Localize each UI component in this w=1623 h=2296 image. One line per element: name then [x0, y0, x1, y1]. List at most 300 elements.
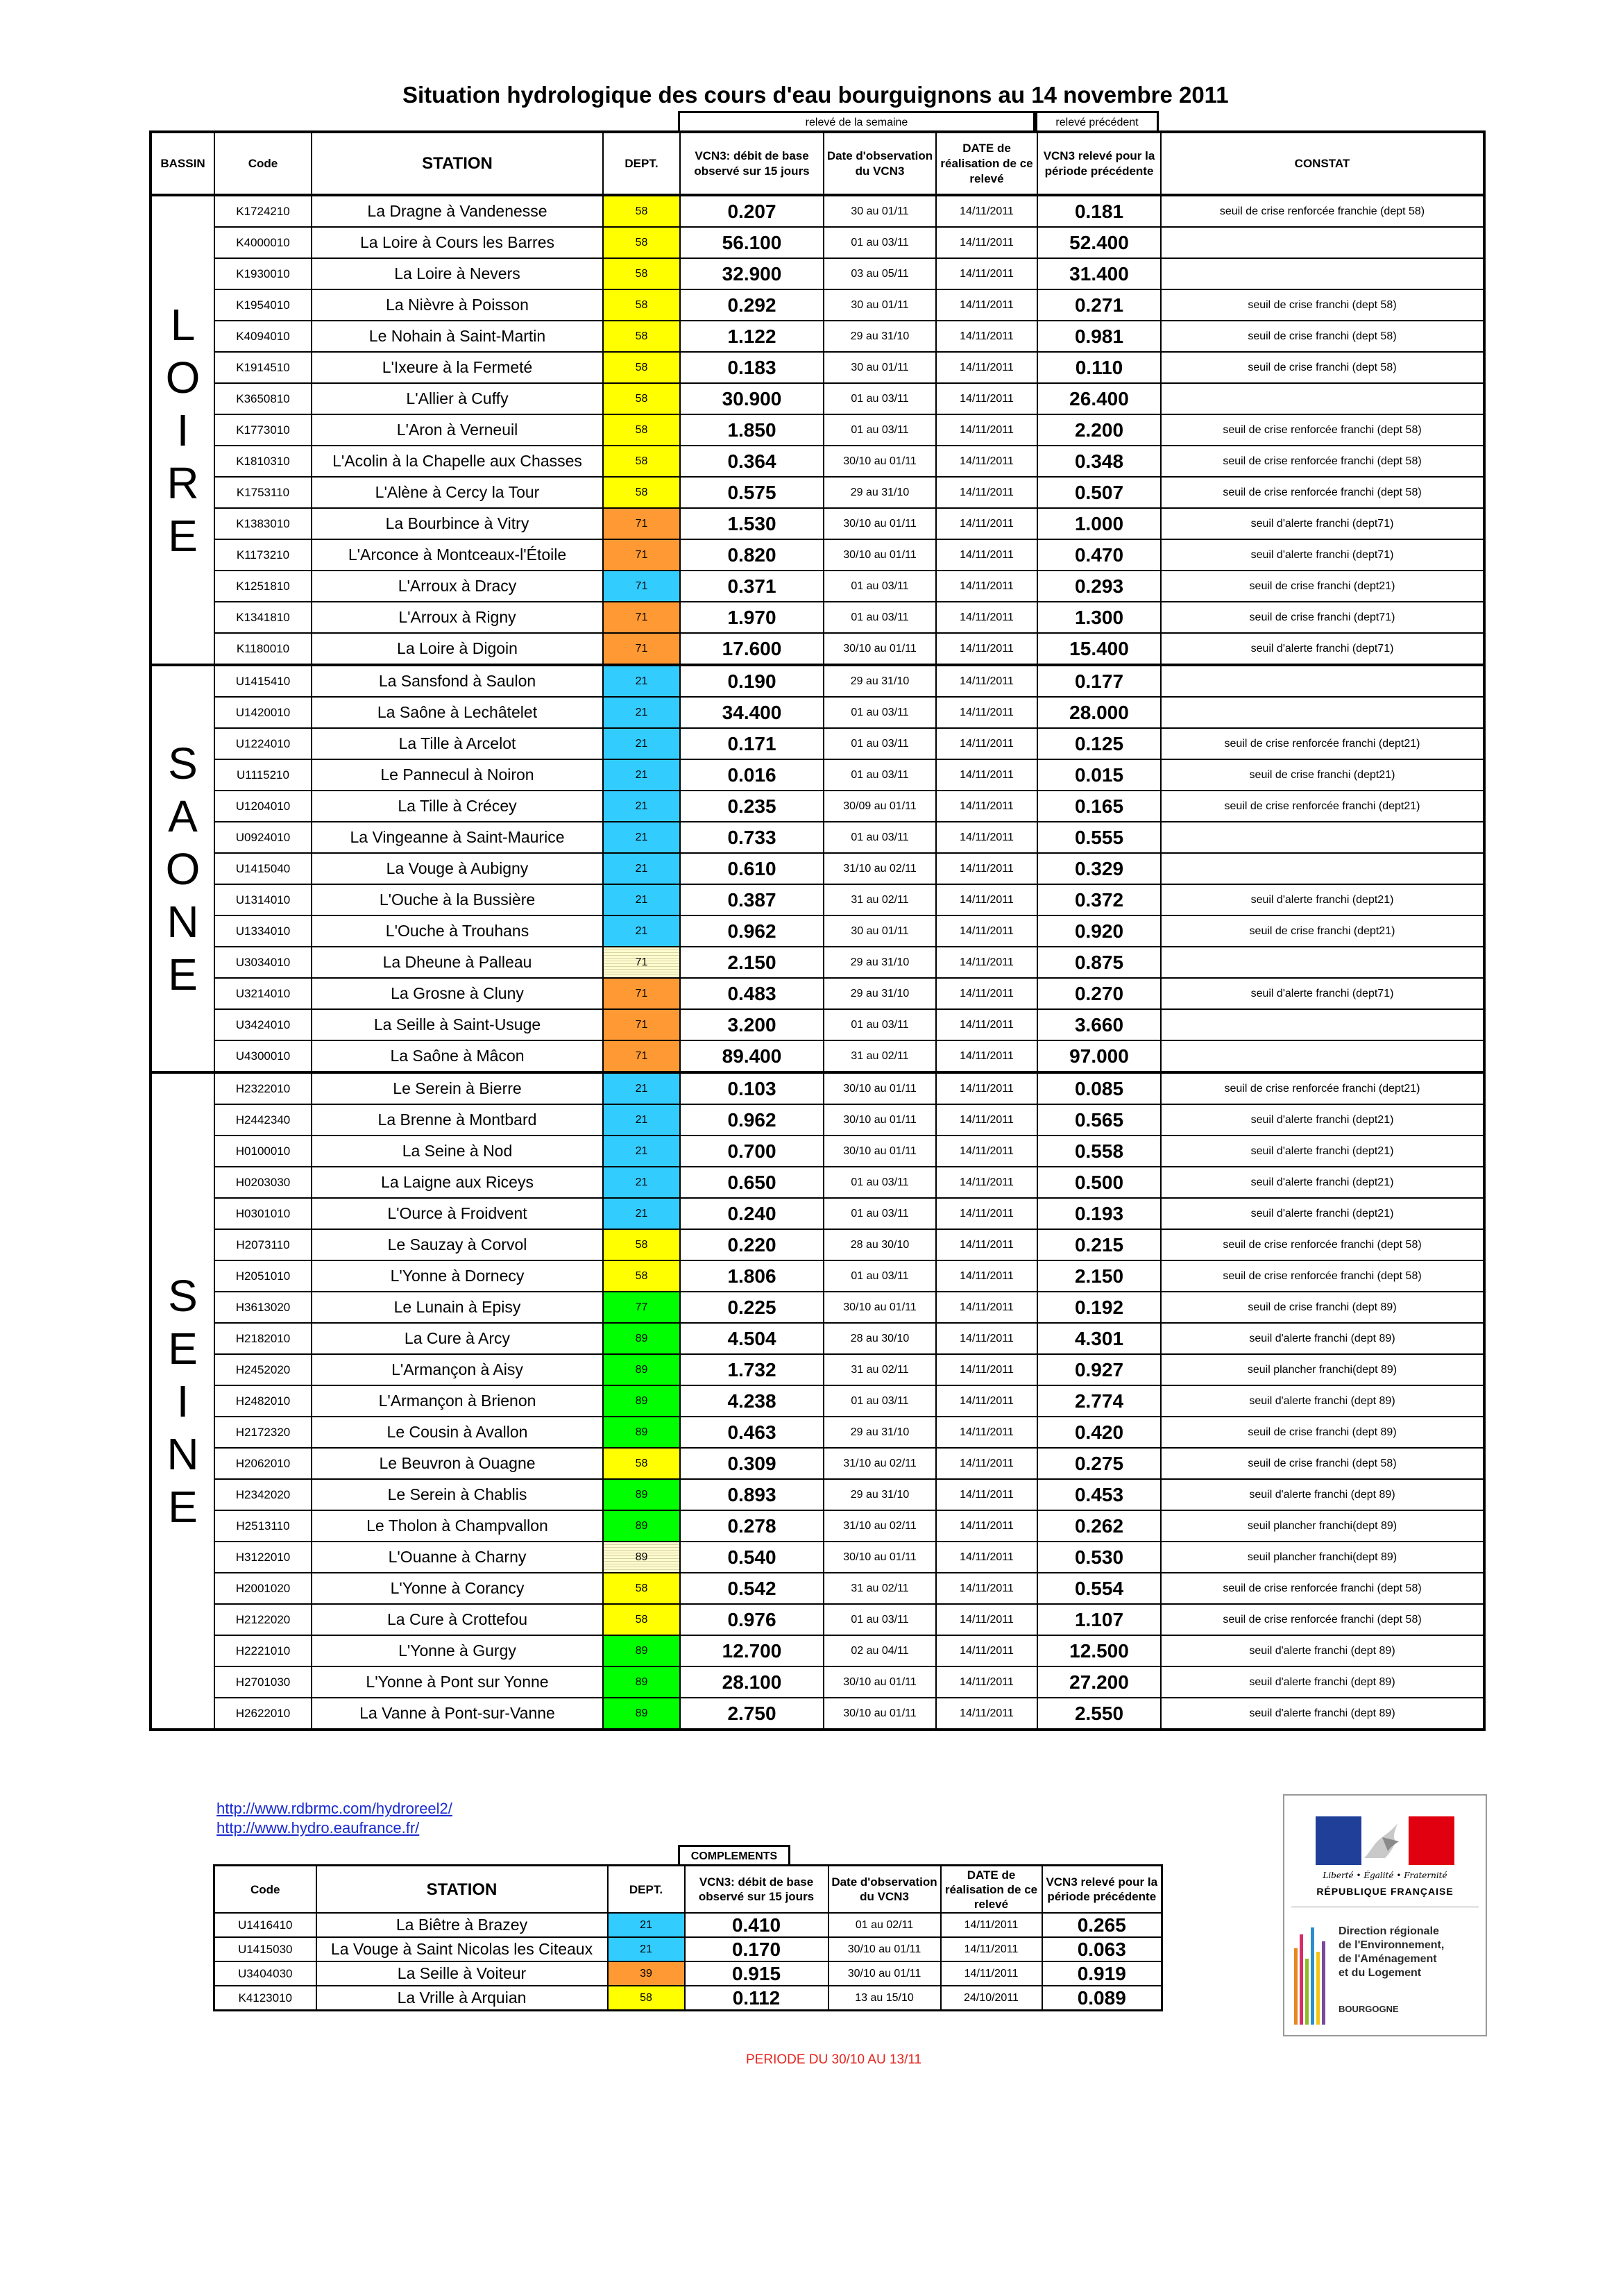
report-date: 14/11/2011: [936, 1260, 1037, 1292]
vcn3-value: 0.483: [680, 978, 824, 1009]
station-code: H2062010: [214, 1448, 312, 1479]
constat-text: seuil d'alerte franchi (dept21): [1161, 1104, 1484, 1136]
department-badge: 89: [603, 1510, 680, 1542]
department-badge: 21: [603, 1136, 680, 1167]
observation-period: 31 au 02/11: [824, 1040, 936, 1072]
report-date: 14/11/2011: [936, 1136, 1037, 1167]
header-obs-date: Date d'observation du VCN3: [824, 132, 936, 195]
header-report-date: DATE de réalisation de ce relevé: [936, 132, 1037, 195]
vcn3-value: 0.225: [680, 1292, 824, 1323]
station-name: Le Lunain à Episy: [312, 1292, 603, 1323]
station-name: La Grosne à Cluny: [312, 978, 603, 1009]
station-code: K1341810: [214, 602, 312, 633]
table-row: [151, 1167, 1484, 1198]
observation-period: 01 au 03/11: [824, 1260, 936, 1292]
previous-vcn3-value: 4.301: [1037, 1323, 1161, 1354]
report-date: 14/11/2011: [936, 1040, 1037, 1072]
department-badge: 58: [603, 258, 680, 289]
report-date: 14/11/2011: [936, 633, 1037, 665]
station-code: K4123010: [214, 1986, 316, 2011]
station-name: L'Ource à Froidvent: [312, 1198, 603, 1229]
table-row: [151, 1072, 1484, 1104]
complements-header-vcn3: VCN3: débit de base observé sur 15 jours: [685, 1866, 829, 1914]
constat-text: seuil de crise franchi (dept21): [1161, 759, 1484, 791]
observation-period: 30/10 au 01/11: [824, 446, 936, 477]
vcn3-value: 0.103: [680, 1072, 824, 1104]
constat-text: [1161, 822, 1484, 853]
constat-text: seuil de crise renforcée franchi (dept 58): [1161, 1260, 1484, 1292]
station-name: Le Nohain à Saint-Martin: [312, 321, 603, 352]
previous-vcn3-value: 26.400: [1037, 383, 1161, 414]
basin-letter: E: [168, 510, 198, 561]
vcn3-value: 0.733: [680, 822, 824, 853]
station-name: Le Beuvron à Ouagne: [312, 1448, 603, 1479]
department-badge: 21: [603, 884, 680, 915]
department-badge: 58: [603, 227, 680, 258]
table-row: [151, 759, 1484, 791]
constat-text: [1161, 1009, 1484, 1040]
vcn3-value: 0.893: [680, 1479, 824, 1510]
station-code: U1334010: [214, 915, 312, 947]
previous-vcn3-value: 0.215: [1037, 1229, 1161, 1260]
previous-group-header: relevé précédent: [1035, 111, 1159, 132]
previous-vcn3-value: 15.400: [1037, 633, 1161, 665]
observation-period: 31/10 au 02/11: [824, 1510, 936, 1542]
observation-period: 01 au 03/11: [824, 227, 936, 258]
station-code: K4000010: [214, 227, 312, 258]
department-badge: 39: [608, 1961, 685, 1986]
station-name: La Seine à Nod: [312, 1136, 603, 1167]
department-badge: 21: [608, 1913, 685, 1937]
observation-period: 28 au 30/10: [824, 1323, 936, 1354]
report-date: 14/11/2011: [936, 1104, 1037, 1136]
table-row: [151, 414, 1484, 446]
link-hydro-eaufrance[interactable]: http://www.hydro.eaufrance.fr/: [216, 1819, 420, 1837]
basin-letter: O: [165, 843, 201, 894]
header-previous-vcn3: VCN3 relevé pour la période précédente: [1037, 132, 1161, 195]
station-name: La Loire à Cours les Barres: [312, 227, 603, 258]
report-date: 14/11/2011: [936, 1573, 1037, 1604]
constat-text: seuil d'alerte franchi (dept 89): [1161, 1479, 1484, 1510]
complements-header-code: Code: [214, 1866, 316, 1914]
constat-text: seuil de crise franchi (dept 89): [1161, 1292, 1484, 1323]
observation-period: 01 au 03/11: [824, 383, 936, 414]
report-date: 14/11/2011: [936, 508, 1037, 539]
constat-text: seuil de crise renforcée franchi (dept21): [1161, 1072, 1484, 1104]
station-code: U1224010: [214, 728, 312, 759]
station-name: L'Arroux à Rigny: [312, 602, 603, 633]
table-row: [151, 822, 1484, 853]
department-badge: 21: [603, 791, 680, 822]
vcn3-value: 17.600: [680, 633, 824, 665]
table-row: [151, 508, 1484, 539]
vcn3-value: 1.970: [680, 602, 824, 633]
department-badge: 89: [603, 1542, 680, 1573]
station-name: L'Armançon à Brienon: [312, 1385, 603, 1417]
table-row: [151, 978, 1484, 1009]
department-badge: 58: [603, 1448, 680, 1479]
observation-period: 31 au 02/11: [824, 884, 936, 915]
department-badge: 89: [603, 1479, 680, 1510]
table-row: [151, 1292, 1484, 1323]
station-code: U1415410: [214, 665, 312, 697]
report-date: 14/11/2011: [941, 1913, 1042, 1937]
constat-text: seuil de crise renforcée franchi (dept 58): [1161, 1229, 1484, 1260]
previous-vcn3-value: 27.200: [1037, 1666, 1161, 1698]
table-row: [151, 1479, 1484, 1510]
report-date: 14/11/2011: [936, 822, 1037, 853]
station-name: Le Sauzay à Corvol: [312, 1229, 603, 1260]
constat-text: seuil d'alerte franchi (dept21): [1161, 1167, 1484, 1198]
constat-text: seuil de crise franchi (dept 58): [1161, 289, 1484, 321]
table-row: [151, 1323, 1484, 1354]
department-badge: 21: [603, 1072, 680, 1104]
constat-text: seuil de crise franchi (dept71): [1161, 602, 1484, 633]
constat-text: seuil de crise franchi (dept21): [1161, 915, 1484, 947]
vcn3-value: 0.962: [680, 1104, 824, 1136]
department-badge: 71: [603, 571, 680, 602]
report-date: 14/11/2011: [936, 1635, 1037, 1666]
constat-text: seuil de crise renforcée franchi (dept 58): [1161, 1604, 1484, 1635]
observation-period: 30/10 au 01/11: [829, 1937, 941, 1961]
complements-header-station: STATION: [316, 1866, 608, 1914]
station-name: L'Allier à Cuffy: [312, 383, 603, 414]
report-date: 14/11/2011: [936, 1167, 1037, 1198]
previous-vcn3-value: 0.530: [1037, 1542, 1161, 1573]
observation-period: 30/10 au 01/11: [824, 508, 936, 539]
station-code: H3613020: [214, 1292, 312, 1323]
observation-period: 28 au 30/10: [824, 1229, 936, 1260]
department-badge: 89: [603, 1635, 680, 1666]
department-badge: 71: [603, 1040, 680, 1072]
department-badge: 21: [603, 1104, 680, 1136]
station-code: H3122010: [214, 1542, 312, 1573]
vcn3-value: 0.410: [685, 1913, 829, 1937]
table-row: [151, 1385, 1484, 1417]
dreal-bars-icon: [1291, 1921, 1333, 2025]
report-date: 14/11/2011: [936, 195, 1037, 227]
vcn3-value: 4.238: [680, 1385, 824, 1417]
previous-vcn3-value: 3.660: [1037, 1009, 1161, 1040]
vcn3-value: 0.292: [680, 289, 824, 321]
report-date: 14/11/2011: [936, 665, 1037, 697]
station-code: H2322010: [214, 1072, 312, 1104]
vcn3-value: 0.463: [680, 1417, 824, 1448]
previous-vcn3-value: 28.000: [1037, 697, 1161, 728]
table-row: [151, 1510, 1484, 1542]
report-date: 14/11/2011: [936, 446, 1037, 477]
station-name: La Tille à Crécey: [312, 791, 603, 822]
table-row: [151, 1635, 1484, 1666]
station-name: Le Serein à Chablis: [312, 1479, 603, 1510]
previous-vcn3-value: 31.400: [1037, 258, 1161, 289]
previous-vcn3-value: 1.000: [1037, 508, 1161, 539]
previous-vcn3-value: 2.200: [1037, 414, 1161, 446]
table-row: [151, 477, 1484, 508]
report-date: 14/11/2011: [936, 1666, 1037, 1698]
complements-header-report-date: DATE de réalisation de ce relevé: [941, 1866, 1042, 1914]
previous-vcn3-value: 0.085: [1037, 1072, 1161, 1104]
station-name: La Vouge à Aubigny: [312, 853, 603, 884]
vcn3-value: 0.387: [680, 884, 824, 915]
header-constat: CONSTAT: [1161, 132, 1484, 195]
station-code: U1204010: [214, 791, 312, 822]
observation-period: 31 au 02/11: [824, 1354, 936, 1385]
observation-period: 01 au 03/11: [824, 1167, 936, 1198]
station-code: H2342020: [214, 1479, 312, 1510]
vcn3-value: 0.700: [680, 1136, 824, 1167]
previous-vcn3-value: 2.150: [1037, 1260, 1161, 1292]
department-badge: 21: [603, 759, 680, 791]
report-date: 14/11/2011: [936, 853, 1037, 884]
station-name: L'Ixeure à la Fermeté: [312, 352, 603, 383]
constat-text: seuil plancher franchi(dept 89): [1161, 1354, 1484, 1385]
complements-header-obs-date: Date d'observation du VCN3: [829, 1866, 941, 1914]
station-name: L'Yonne à Pont sur Yonne: [312, 1666, 603, 1698]
previous-vcn3-value: 0.420: [1037, 1417, 1161, 1448]
station-name: La Vingeanne à Saint-Maurice: [312, 822, 603, 853]
week-group-header: relevé de la semaine: [678, 111, 1035, 132]
station-code: U1420010: [214, 697, 312, 728]
basin-letter: E: [168, 949, 198, 999]
station-code: H0301010: [214, 1198, 312, 1229]
observation-period: 30/10 au 01/11: [829, 1961, 941, 1986]
vcn3-value: 1.806: [680, 1260, 824, 1292]
previous-vcn3-value: 0.920: [1037, 915, 1161, 947]
report-date: 14/11/2011: [936, 884, 1037, 915]
department-badge: 71: [603, 947, 680, 978]
links-block: [216, 1799, 452, 1838]
report-date: 14/11/2011: [936, 915, 1037, 947]
department-badge: 77: [603, 1292, 680, 1323]
previous-vcn3-value: 52.400: [1037, 227, 1161, 258]
complement-row: [214, 1937, 1162, 1961]
report-date: 14/11/2011: [936, 1417, 1037, 1448]
republic-motto: Liberté • Égalité • Fraternité: [1323, 1871, 1447, 1880]
constat-text: seuil d'alerte franchi (dept 89): [1161, 1698, 1484, 1730]
vcn3-value: 0.235: [680, 791, 824, 822]
table-row: [151, 1542, 1484, 1573]
report-date: 14/11/2011: [936, 1510, 1037, 1542]
previous-vcn3-value: 0.262: [1037, 1510, 1161, 1542]
report-date: 14/11/2011: [936, 1292, 1037, 1323]
table-row: [151, 446, 1484, 477]
constat-text: seuil de crise renforcée franchi (dept 58): [1161, 1573, 1484, 1604]
observation-period: 30/10 au 01/11: [824, 1136, 936, 1167]
station-code: H2122020: [214, 1604, 312, 1635]
station-code: K1251810: [214, 571, 312, 602]
table-row: [151, 1698, 1484, 1730]
report-date: 14/11/2011: [936, 321, 1037, 352]
previous-vcn3-value: 0.193: [1037, 1198, 1161, 1229]
dreal-region: BOURGOGNE: [1339, 2004, 1399, 2014]
vcn3-value: 0.309: [680, 1448, 824, 1479]
observation-period: 30 au 01/11: [824, 289, 936, 321]
basin-label-loire: [151, 195, 214, 665]
department-badge: 21: [603, 1198, 680, 1229]
table-row: [151, 321, 1484, 352]
observation-period: 29 au 31/10: [824, 1479, 936, 1510]
station-name: L'Acolin à la Chapelle aux Chasses: [312, 446, 603, 477]
constat-text: [1161, 665, 1484, 697]
station-name: L'Ouche à la Bussière: [312, 884, 603, 915]
observation-period: 30/10 au 01/11: [824, 1072, 936, 1104]
observation-period: 01 au 03/11: [824, 728, 936, 759]
station-code: U4300010: [214, 1040, 312, 1072]
complements-label: COMPLEMENTS: [678, 1845, 790, 1864]
dreal-direction-line: de l'Environnement,: [1339, 1939, 1445, 1951]
station-code: U3404030: [214, 1961, 316, 1986]
constat-text: seuil d'alerte franchi (dept 89): [1161, 1385, 1484, 1417]
report-date: 14/11/2011: [941, 1937, 1042, 1961]
report-date: 14/11/2011: [936, 1009, 1037, 1040]
vcn3-value: 0.240: [680, 1198, 824, 1229]
report-date: 14/11/2011: [936, 289, 1037, 321]
observation-period: 30 au 01/11: [824, 915, 936, 947]
vcn3-value: 12.700: [680, 1635, 824, 1666]
department-badge: 71: [603, 539, 680, 571]
station-name: La Bourbince à Vitry: [312, 508, 603, 539]
constat-text: seuil de crise franchi (dept21): [1161, 571, 1484, 602]
previous-vcn3-value: 0.558: [1037, 1136, 1161, 1167]
observation-period: 29 au 31/10: [824, 947, 936, 978]
basin-label-seine: [151, 1072, 214, 1730]
previous-vcn3-value: 0.470: [1037, 539, 1161, 571]
constat-text: seuil de crise renforcée franchi (dept21): [1161, 791, 1484, 822]
vcn3-value: 0.016: [680, 759, 824, 791]
complements-header-previous-vcn3: VCN3 relevé pour la période précédente: [1042, 1866, 1162, 1914]
vcn3-value: 0.190: [680, 665, 824, 697]
hydrology-table-body: [151, 195, 1484, 1730]
vcn3-value: 0.962: [680, 915, 824, 947]
station-name: L'Yonne à Gurgy: [312, 1635, 603, 1666]
station-code: H0100010: [214, 1136, 312, 1167]
vcn3-value: 1.850: [680, 414, 824, 446]
station-code: H2182010: [214, 1323, 312, 1354]
previous-vcn3-value: 0.329: [1037, 853, 1161, 884]
observation-period: 30 au 01/11: [824, 352, 936, 383]
station-name: La Loire à Nevers: [312, 258, 603, 289]
department-badge: 58: [603, 1229, 680, 1260]
vcn3-value: 0.278: [680, 1510, 824, 1542]
dreal-direction-line: de l'Aménagement: [1339, 1953, 1437, 1965]
previous-vcn3-value: 0.507: [1037, 477, 1161, 508]
basin-letter: E: [168, 1323, 198, 1374]
previous-vcn3-value: 0.453: [1037, 1479, 1161, 1510]
dreal-direction-line: Direction régionale: [1339, 1925, 1439, 1937]
basin-letter: S: [168, 738, 198, 788]
station-code: K1753110: [214, 477, 312, 508]
previous-vcn3-value: 0.927: [1037, 1354, 1161, 1385]
government-logo: [1283, 1794, 1487, 2036]
report-date: 14/11/2011: [941, 1961, 1042, 1986]
basin-label-saone: [151, 665, 214, 1072]
table-row: [151, 227, 1484, 258]
header-vcn3: VCN3: débit de base observé sur 15 jours: [680, 132, 824, 195]
department-badge: 21: [608, 1937, 685, 1961]
department-badge: 21: [603, 697, 680, 728]
observation-period: 01 au 03/11: [824, 414, 936, 446]
basin-letter: N: [167, 896, 199, 947]
constat-text: seuil plancher franchi(dept 89): [1161, 1542, 1484, 1573]
report-date: 14/11/2011: [936, 1479, 1037, 1510]
station-name: La Saône à Mâcon: [312, 1040, 603, 1072]
vcn3-value: 0.220: [680, 1229, 824, 1260]
table-row: [151, 633, 1484, 665]
vcn3-value: 0.915: [685, 1961, 829, 1986]
station-name: La Cure à Arcy: [312, 1323, 603, 1354]
link-rdbrmc[interactable]: http://www.rdbrmc.com/hydroreel2/: [216, 1800, 452, 1817]
vcn3-value: 1.122: [680, 321, 824, 352]
station-code: U1415040: [214, 853, 312, 884]
header-row: [151, 132, 1484, 195]
vcn3-value: 0.171: [680, 728, 824, 759]
previous-vcn3-value: 0.177: [1037, 665, 1161, 697]
table-row: [151, 1417, 1484, 1448]
constat-text: seuil de crise renforcée franchie (dept 58): [1161, 195, 1484, 227]
vcn3-value: 0.371: [680, 571, 824, 602]
table-row: [151, 1104, 1484, 1136]
constat-text: seuil de crise renforcée franchi (dept 58): [1161, 446, 1484, 477]
department-badge: 89: [603, 1417, 680, 1448]
station-name: La Vouge à Saint Nicolas les Citeaux: [316, 1937, 608, 1961]
department-badge: 58: [603, 383, 680, 414]
department-badge: 71: [603, 633, 680, 665]
station-name: Le Serein à Bierre: [312, 1072, 603, 1104]
vcn3-value: 0.207: [680, 195, 824, 227]
complements-header-dept: DEPT.: [608, 1866, 685, 1914]
vcn3-value: 0.540: [680, 1542, 824, 1573]
station-name: L'Ouche à Trouhans: [312, 915, 603, 947]
station-code: U1416410: [214, 1913, 316, 1937]
station-name: L'Armançon à Aisy: [312, 1354, 603, 1385]
department-badge: 71: [603, 978, 680, 1009]
department-badge: 58: [603, 446, 680, 477]
header-bassin: BASSIN: [151, 132, 214, 195]
observation-period: 01 au 03/11: [824, 602, 936, 633]
previous-vcn3-value: 0.063: [1042, 1937, 1162, 1961]
station-name: L'Arroux à Dracy: [312, 571, 603, 602]
basin-letter: S: [168, 1270, 198, 1321]
table-row: [151, 1198, 1484, 1229]
observation-period: 03 au 05/11: [824, 258, 936, 289]
table-row: [151, 352, 1484, 383]
previous-vcn3-value: 0.265: [1042, 1913, 1162, 1937]
department-badge: 89: [603, 1323, 680, 1354]
observation-period: 01 au 03/11: [824, 1009, 936, 1040]
station-code: H2701030: [214, 1666, 312, 1698]
station-name: L'Alène à Cercy la Tour: [312, 477, 603, 508]
station-code: U0924010: [214, 822, 312, 853]
vcn3-value: 4.504: [680, 1323, 824, 1354]
observation-period: 30/10 au 01/11: [824, 1666, 936, 1698]
vcn3-value: 32.900: [680, 258, 824, 289]
report-date: 14/11/2011: [936, 383, 1037, 414]
header-code: Code: [214, 132, 312, 195]
station-code: U3424010: [214, 1009, 312, 1040]
vcn3-value: 2.150: [680, 947, 824, 978]
observation-period: 01 au 03/11: [824, 1385, 936, 1417]
table-row: [151, 1136, 1484, 1167]
observation-period: 30/10 au 01/11: [824, 633, 936, 665]
constat-text: [1161, 258, 1484, 289]
vcn3-value: 0.575: [680, 477, 824, 508]
vcn3-value: 89.400: [680, 1040, 824, 1072]
station-code: H2172320: [214, 1417, 312, 1448]
vcn3-value: 1.530: [680, 508, 824, 539]
report-date: 14/11/2011: [936, 1698, 1037, 1730]
observation-period: 30/10 au 01/11: [824, 1292, 936, 1323]
